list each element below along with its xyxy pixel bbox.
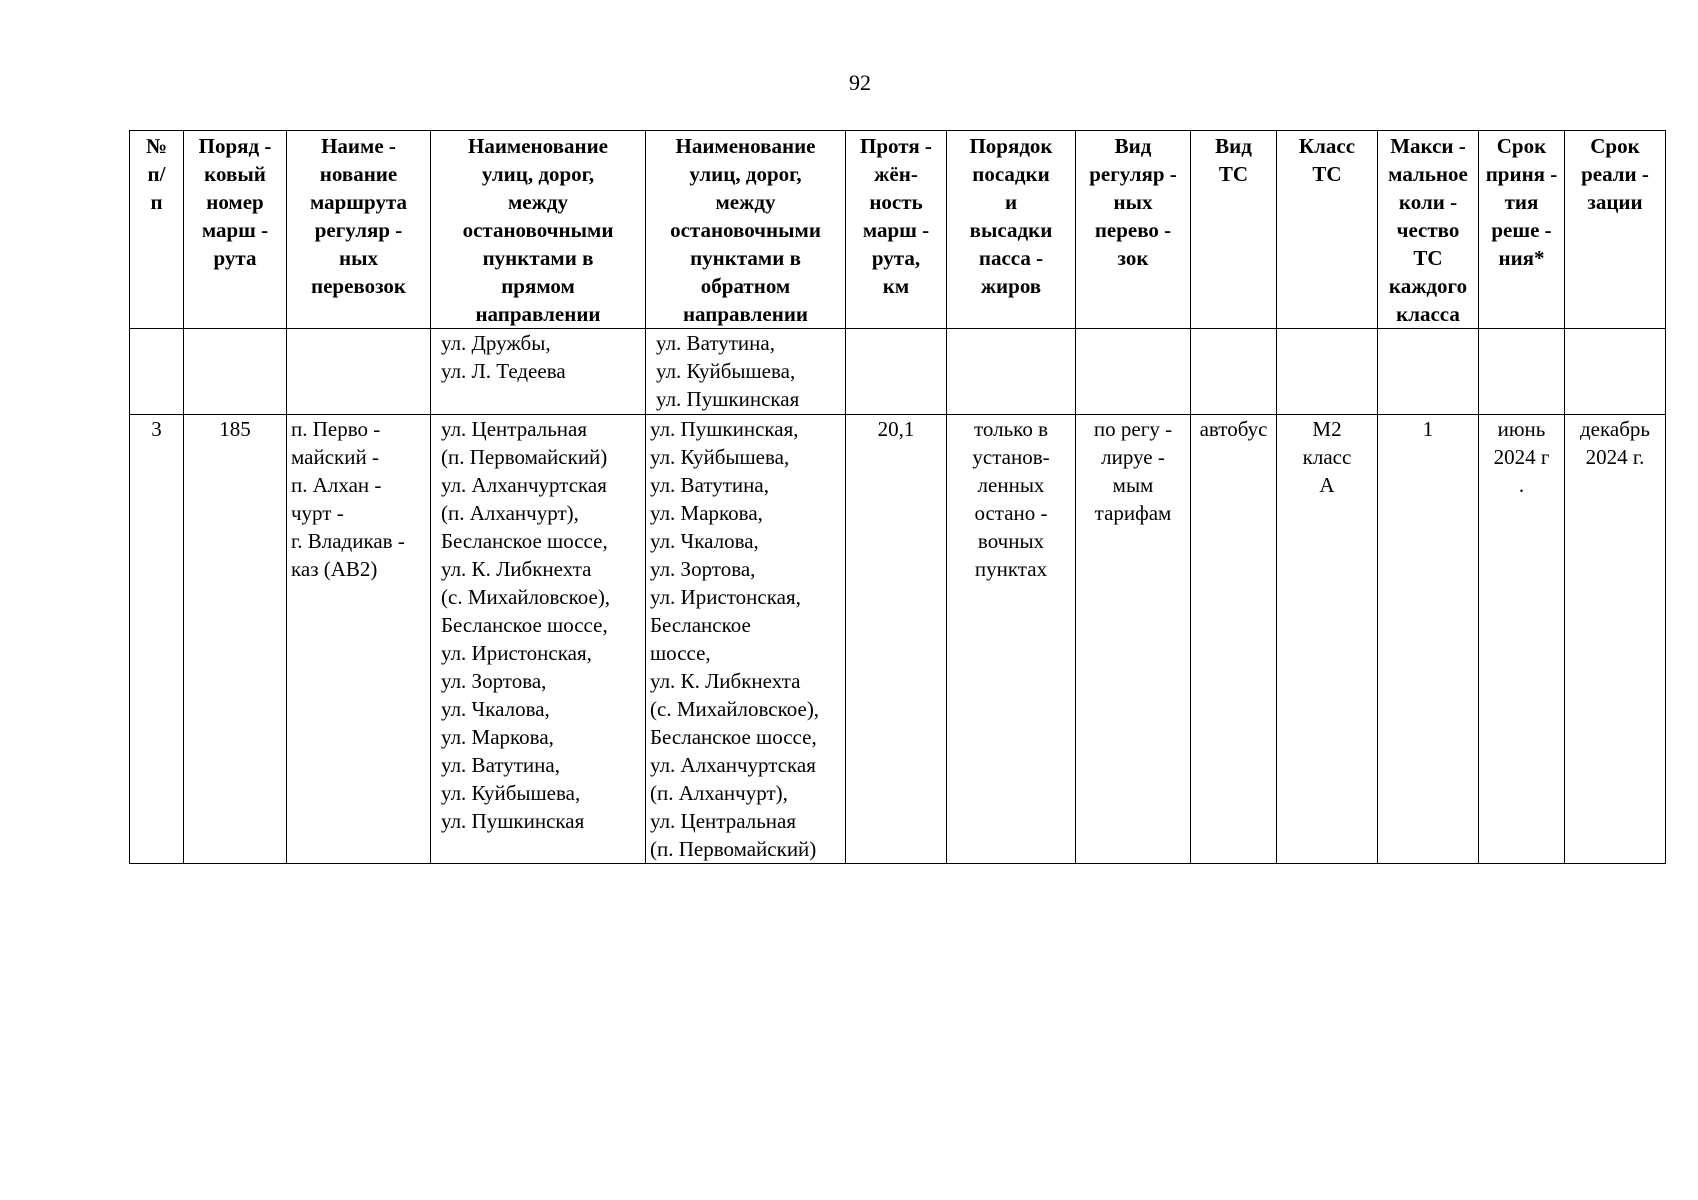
cell-length bbox=[846, 329, 947, 415]
header-implementation-date: Срок реали - зации bbox=[1565, 131, 1666, 329]
cell-max-count: 1 bbox=[1378, 415, 1479, 864]
header-num: № п/ п bbox=[130, 131, 184, 329]
cell-backward-streets: ул. Пушкинская, ул. Куйбышева, ул. Ватутина, ул. Маркова, ул. Чкалова, ул. Зортова, ул. Иристонская, Бесланское шоссе, ул. К. Либкнехта (с. Михайловское), Бесланское шоссе, ул. Алханчуртская (п. Алханчурт), ул. Центральная (п. Первомайский) bbox=[646, 415, 846, 864]
table-row bbox=[130, 415, 1666, 864]
cell-vehicle-class: М2 класс А bbox=[1277, 415, 1378, 864]
table-row bbox=[130, 329, 1666, 415]
header-transport-type: Вид регуляр - ных перево - зок bbox=[1076, 131, 1191, 329]
cell-vehicle-type bbox=[1191, 329, 1277, 415]
header-boarding: Порядок посадки и высадки пасса - жиров bbox=[947, 131, 1076, 329]
header-route-number: Поряд - ковый номер марш - рута bbox=[184, 131, 287, 329]
cell-length: 20,1 bbox=[846, 415, 947, 864]
page-number: 92 bbox=[849, 70, 871, 95]
cell-route-name: п. Перво - майский - п. Алхан - чурт - г. Владикав - каз (АВ2) bbox=[287, 415, 431, 864]
cell-num bbox=[130, 329, 184, 415]
cell-decision-date: июнь 2024 г . bbox=[1479, 415, 1565, 864]
header-vehicle-class: Класс ТС bbox=[1277, 131, 1378, 329]
cell-implementation-date: декабрь 2024 г. bbox=[1565, 415, 1666, 864]
cell-boarding bbox=[947, 329, 1076, 415]
header-vehicle-type: Вид ТС bbox=[1191, 131, 1277, 329]
header-forward-streets: Наименование улиц, дорог, между остановочными пунктами в прямом направлении bbox=[431, 131, 646, 329]
cell-max-count bbox=[1378, 329, 1479, 415]
header-length: Протя - жён- ность марш - рута, км bbox=[846, 131, 947, 329]
cell-transport-type bbox=[1076, 329, 1191, 415]
cell-transport-type: по регу - лируе - мым тарифам bbox=[1076, 415, 1191, 864]
header-max-count: Макси - мальное коли - чество ТС каждого класса bbox=[1378, 131, 1479, 329]
cell-backward-streets: ул. Ватутина, ул. Куйбышева, ул. Пушкинская bbox=[646, 329, 846, 415]
cell-boarding: только в установ- ленных остано - вочных пунктах bbox=[947, 415, 1076, 864]
cell-forward-streets: ул. Центральная (п. Первомайский) ул. Алханчуртская (п. Алханчурт), Бесланское шоссе, ул. К. Либкнехта (с. Михайловское), Бесланское шоссе, ул. Иристонская, ул. Зортова, ул. Чкалова, ул. Маркова, ул. Ватутина, ул. Куйбышева, ул. Пушкинская bbox=[431, 415, 646, 864]
cell-vehicle-class bbox=[1277, 329, 1378, 415]
cell-route-name bbox=[287, 329, 431, 415]
cell-implementation-date bbox=[1565, 329, 1666, 415]
cell-decision-date bbox=[1479, 329, 1565, 415]
cell-num: 3 bbox=[130, 415, 184, 864]
header-backward-streets: Наименование улиц, дорог, между остановочными пунктами в обратном направлении bbox=[646, 131, 846, 329]
routes-table bbox=[129, 130, 1666, 864]
cell-route-number: 185 bbox=[184, 415, 287, 864]
cell-route-number bbox=[184, 329, 287, 415]
header-decision-date: Срок приня - тия реше - ния* bbox=[1479, 131, 1565, 329]
header-route-name: Наиме - нование маршрута регуляр - ных перевозок bbox=[287, 131, 431, 329]
cell-forward-streets: ул. Дружбы, ул. Л. Тедеева bbox=[431, 329, 646, 415]
cell-vehicle-type: автобус bbox=[1191, 415, 1277, 864]
table-header-row bbox=[130, 131, 1666, 329]
